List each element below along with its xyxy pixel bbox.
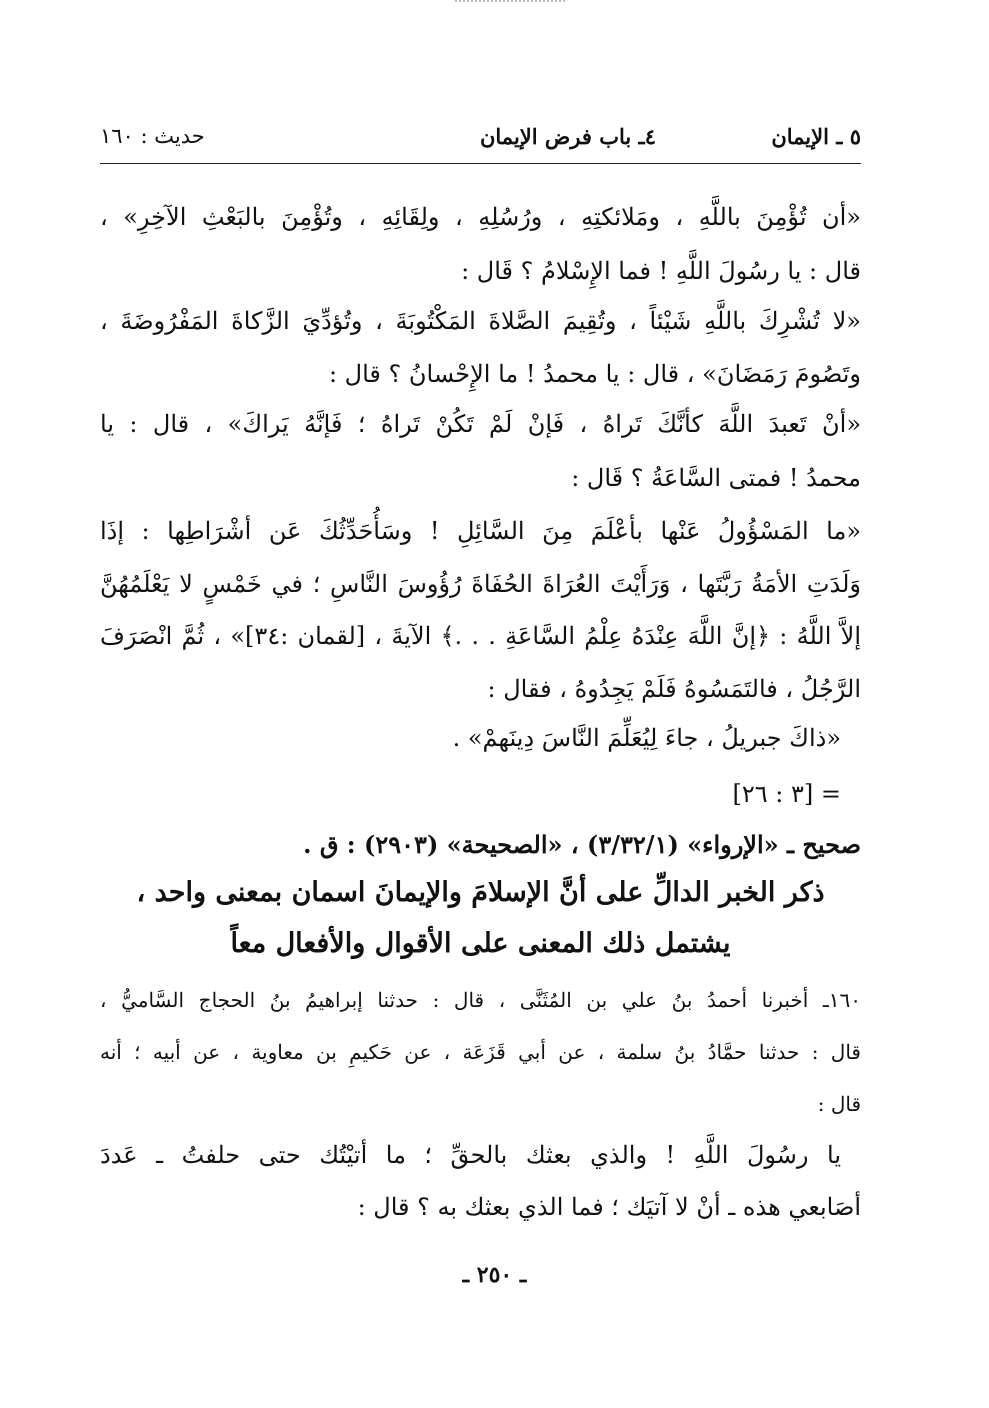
header-chapter: ٥ ـ الإيمان bbox=[771, 124, 861, 149]
cross-reference: = [٣ : ٢٦] bbox=[732, 780, 841, 808]
hadith-line-5: أصَابعي هذه ـ أنْ لا آتيَك ؛ فما الذي بعثك به ؟ قال : bbox=[357, 1193, 861, 1221]
grading-note: صحيح ـ «الإرواء» (٣/٣٢/١) ، «الصحيحة» (٢٩٠٣) : ق . bbox=[303, 830, 861, 859]
text-line-11: «ذاكَ جبريلُ ، جاءَ لِيُعَلِّمَ النَّاسَ دِينَهمْ» . bbox=[452, 724, 841, 752]
section-heading-line-1: ذكر الخبر الدالِّ على أنَّ الإسلامَ والإيمانَ اسمان بمعنى واحد ، bbox=[136, 877, 825, 908]
text-line-9: إلاَّ اللَّهُ : ﴿إنَّ اللَّهَ عِنْدَهُ عِلْمُ السَّاعَةِ . . .﴾ الآيةَ ، [لقمان :٣٤]» ، ثُمَّ انْصَرَفَ bbox=[100, 622, 861, 650]
page-number: ـ ٢٥٠ ـ bbox=[462, 1262, 527, 1288]
text-line-5: «أنْ تَعبدَ اللَّهَ كأنَّكَ تَراهُ ، فَإنْ لَمْ تَكُنْ تَراهُ ؛ فَإنَّهُ يَراكَ» ، قال : يا bbox=[100, 410, 861, 438]
text-line-4: وتَصُومَ رَمَضَانَ» ، قال : يا محمدُ ! ما الإِحْسانُ ؟ قال : bbox=[328, 360, 861, 388]
hadith-line-4: يا رسُولَ اللَّهِ ! والذي بعثك بالحقِّ ؛ ما أتيْتُك حتى حلفتُ ـ عَددَ bbox=[100, 1141, 841, 1169]
header-rule bbox=[100, 163, 861, 164]
section-heading-line-2: يشتمل ذلك المعنى على الأقوال والأفعال معاً bbox=[230, 928, 731, 959]
text-line-10: الرَّجُلُ ، فالتَمَسُوهُ فَلَمْ يَجِدُوهُ ، فقال : bbox=[487, 675, 861, 703]
hadith-line-3: قال : bbox=[817, 1092, 861, 1116]
header-hadith-number: حديث : ١٦٠ bbox=[100, 124, 205, 148]
text-line-6: محمدُ ! فمتى السَّاعَةُ ؟ قَال : bbox=[571, 464, 861, 492]
hadith-line-1: ١٦٠ـ أخبرنا أحمدُ بنُ علي بن المُثَنَّى ، قال : حدثنا إبراهيمُ بنُ الحجاج السَّاميُّ ، bbox=[100, 988, 862, 1012]
top-scan-mark bbox=[455, 0, 565, 6]
text-line-7: «ما المَسْؤُولُ عَنْها بأعْلَمَ مِنَ السَّائِلِ ! وسَأُحَدِّثُكَ عَن أشْرَاطِها : إذَا bbox=[100, 517, 861, 545]
hadith-line-2: قال : حدثنا حمَّادُ بنُ سلمة ، عن أبي قَزَعَة ، عن حَكيمِ بن معاوية ، عن أبيه ؛ أنه bbox=[100, 1040, 861, 1064]
text-line-3: «لا تُشْرِكَ باللَّهِ شَيْئاً ، وتُقِيمَ الصَّلاةَ المَكْتُوبَةَ ، وتُؤدِّيَ الزَّكاةَ المَفْرُوضَةَ ، bbox=[100, 307, 861, 335]
header-section: ٤ـ باب فرض الإيمان bbox=[479, 124, 656, 149]
running-header bbox=[100, 118, 861, 158]
text-line-2: قال : يا رسُولَ اللَّهِ ! فما الإِسْلامُ ؟ قَال : bbox=[461, 257, 861, 285]
text-line-8: وَلَدَتِ الأمَةُ رَبَّتَها ، وَرَأَيْتَ العُرَاةَ الحُفَاةَ رُؤُوسَ النَّاسِ ؛ في خَمْسٍ لا يَعْلَمُهُنَّ bbox=[100, 570, 861, 598]
text-line-1: «أن تُؤْمِنَ باللَّهِ ، ومَلائكتِهِ ، ورُسُلِهِ ، ولِقَائِهِ ، وتُؤْمِنَ بالبَعْثِ الآخِرِ» ، bbox=[100, 203, 861, 231]
